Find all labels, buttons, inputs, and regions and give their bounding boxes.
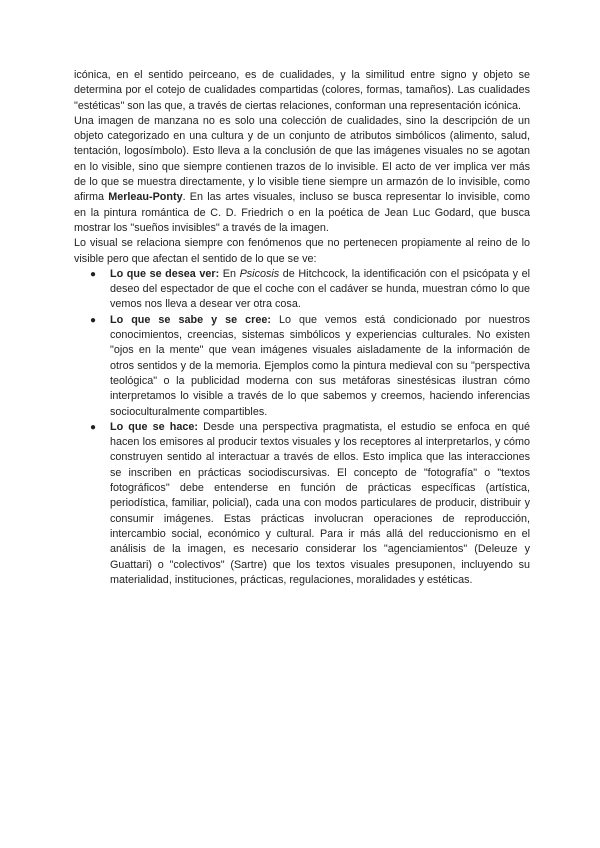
bullet-item-practice [90,420,531,588]
bullet-title: Lo que se sabe y se cree: [110,313,271,326]
bullet-icon: ● [90,314,97,326]
paragraph-text-a: Una imagen de manzana no es solo una colección de cualidades, sino la descripción de un objeto categorizado en una cultura y de un conjunto de atributos simbólicos (alimento, salud, tentación, logosímbolo). Esto lleva a la conclusión de que las imágenes visuales no se agotan en lo visible, sino que siempre contienen trazos de lo invisible. El acto de ver implica ver más de lo que se muestra directamente, y lo visible tiene siempre un armazón de lo invisible, como afirma [74,114,530,204]
bullet-text: Desde una perspectiva pragmatista, el estudio se enfoca en qué hacen los emisores al producir textos visuales y los receptores al interpretarlos, y cómo construyen sentido al interactuar a través de ellos. Esto implica que las interacciones se inscriben en prácticas sociodiscursivas. El concepto de "fotografía" o "textos fotográficos" debe entenderse en función de prácticas específicas (artística, periodística, familiar, policial), cada una con modos particulares de producir, distribuir y consumir imágenes. Estas prácticas involucran operaciones de reproducción, intercambio social, económico y cultural. Para ir más allá del reduccionismo en el análisis de la imagen, es necesario considerar los "agenciamientos" (Deleuze y Guattari) o "colectivos" (Sartre) que los textos visuales presuponen, incluyendo su materialidad, instituciones, prácticas, regulaciones, moralidades y estéticas. [110,420,531,586]
bullet-text-b: de Hitchcock, la identificación con el psicópata y el deseo del espectador de que el coche con el cadáver se hunda, muestran cómo lo que vemos nos lleva a desear ver otra cosa. [110,267,530,311]
paragraph-text: icónica, en el sentido peirceano, es de cualidades, y la similitud entre signo y objeto se determina por el cotejo de cualidades compartidas (colores, formas, tamaños). Las cualidades "estéticas" son las que, a través de ciertas relaciones, conforman una representación icónica. [74,69,530,112]
bullet-text-a: En [219,267,240,280]
bullet-title: Lo que se hace: [110,420,198,433]
paragraph-iconic-qualities [74,68,530,114]
bullet-item-knowledge [90,313,530,420]
bullet-title: Lo que se desea ver: [110,267,220,280]
paragraph-apple-image [74,114,530,236]
bullet-text: Lo que vemos está condicionado por nuestros conocimientos, creencias, sistemas simbólicos y experiencias culturales. No existen "ojos en la mente" que vean imágenes visuales aisladamente de la información de otros sentidos y de la memoria. Ejemplos como la pintura medieval con su "perspectiva teológica" o la publicidad moderna con sus metáforas sinestésicas ilustran cómo interpretamos lo visible a través de lo que sabemos y creemos, haciendo inferencias socioculturalmente compartibles. [110,313,530,418]
bullet-list [74,267,530,588]
document-body [74,68,530,588]
bullet-icon: ● [90,421,97,433]
bullet-item-desire [90,267,530,313]
paragraph-text: Lo visual se relaciona siempre con fenómenos que no pertenecen propiamente al reino de lo visible pero que afectan el sentido de lo que se ve: [74,237,530,265]
bullet-icon: ● [90,268,97,280]
paragraph-visual-phenomena [74,236,530,267]
paragraph-text-b: . En las artes visuales, incluso se busca representar lo invisible, como en la pintura romántica de C. D. Friedrich o en la poética de Jean Luc Godard, que busca mostrar los "sueños invisibles" a través de la imagen. [74,191,531,234]
merleau-ponty-name: Merleau-Ponty [108,191,183,204]
film-title-psicosis: Psicosis [239,267,280,280]
